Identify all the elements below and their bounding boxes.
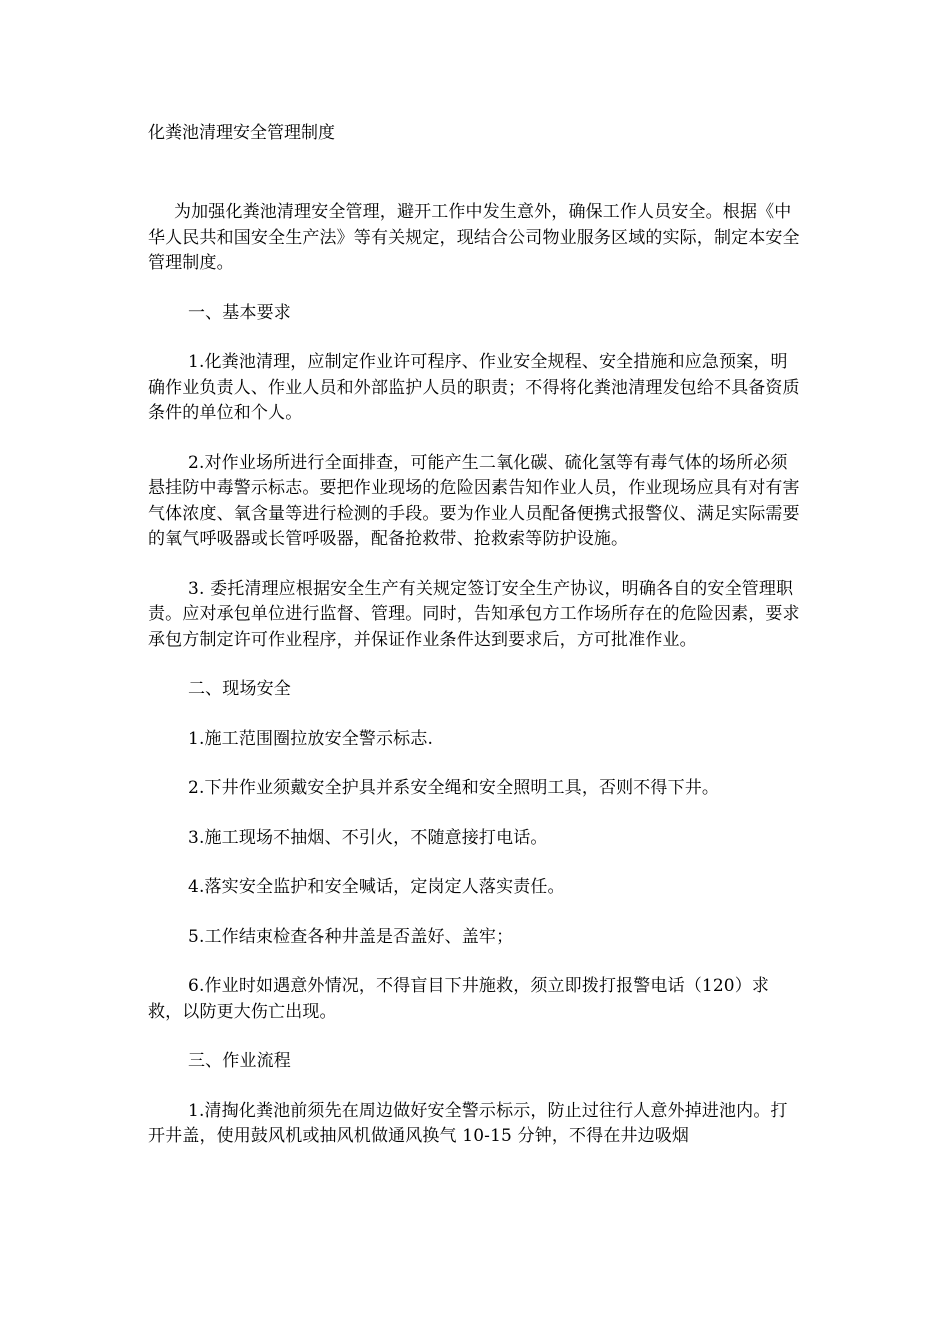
list-item: 2.对作业场所进行全面排查，可能产生二氧化碳、硫化氢等有毒气体的场所必须悬挂防中毒警示标志。要把作业现场的危险因素告知作业人员，作业现场应具有对有害气体浓度、氧含量等进行检测的手段。要为作业人员配备便携式报警仪、满足实际需要的氧气呼吸器或长管呼吸器，配备抢救带、抢救索等防护设施。 xyxy=(148,452,800,549)
list-item: 1.施工范围圈拉放安全警示标志. xyxy=(188,728,434,749)
section-heading: 一、基本要求 xyxy=(188,302,291,323)
list-item: 3. 委托清理应根据安全生产有关规定签订安全生产协议，明确各自的安全管理职责。应对承包单位进行监督、管理。同时，告知承包方工作场所存在的危险因素，要求承包方制定许可作业程序，并保证作业条件达到要求后，方可批准作业。 xyxy=(148,578,800,650)
list-item: 4.落实安全监护和安全喊话，定岗定人落实责任。 xyxy=(188,877,565,897)
list-item: 1.清掏化粪池前须先在周边做好安全警示标示，防止过往行人意外掉进池内。打开井盖，使用鼓风机或抽风机做通风换气 10-15 分钟，不得在井边吸烟 xyxy=(148,1100,788,1146)
section-heading: 二、现场安全 xyxy=(188,679,291,699)
list-item: 2.下井作业须戴安全护具并系安全绳和安全照明工具，否则不得下井。 xyxy=(188,778,720,798)
list-item: 6.作业时如遇意外情况，不得盲目下井施救，须立即拨打报警电话（120）求救，以防更大伤亡出现。 xyxy=(148,976,770,1022)
list-item: 5.工作结束检查各种井盖是否盖好、盖牢； xyxy=(188,926,514,947)
section-heading: 三、作业流程 xyxy=(188,1051,291,1071)
document-title: 化粪池清理安全管理制度 xyxy=(148,123,335,143)
intro-paragraph: 为加强化粪池清理安全管理，避开工作中发生意外，确保工作人员安全。根据《中华人民共和国安全生产法》等有关规定，现结合公司物业服务区域的实际，制定本安全管理制度。 xyxy=(148,202,800,273)
list-item: 3.施工现场不抽烟、不引火，不随意接打电话。 xyxy=(188,827,548,848)
list-item: 1.化粪池清理，应制定作业许可程序、作业安全规程、安全措施和应急预案，明确作业负责人、作业人员和外部监护人员的职责；不得将化粪池清理发包给不具备资质条件的单位和个人。 xyxy=(148,352,800,423)
document-page xyxy=(148,120,802,1150)
